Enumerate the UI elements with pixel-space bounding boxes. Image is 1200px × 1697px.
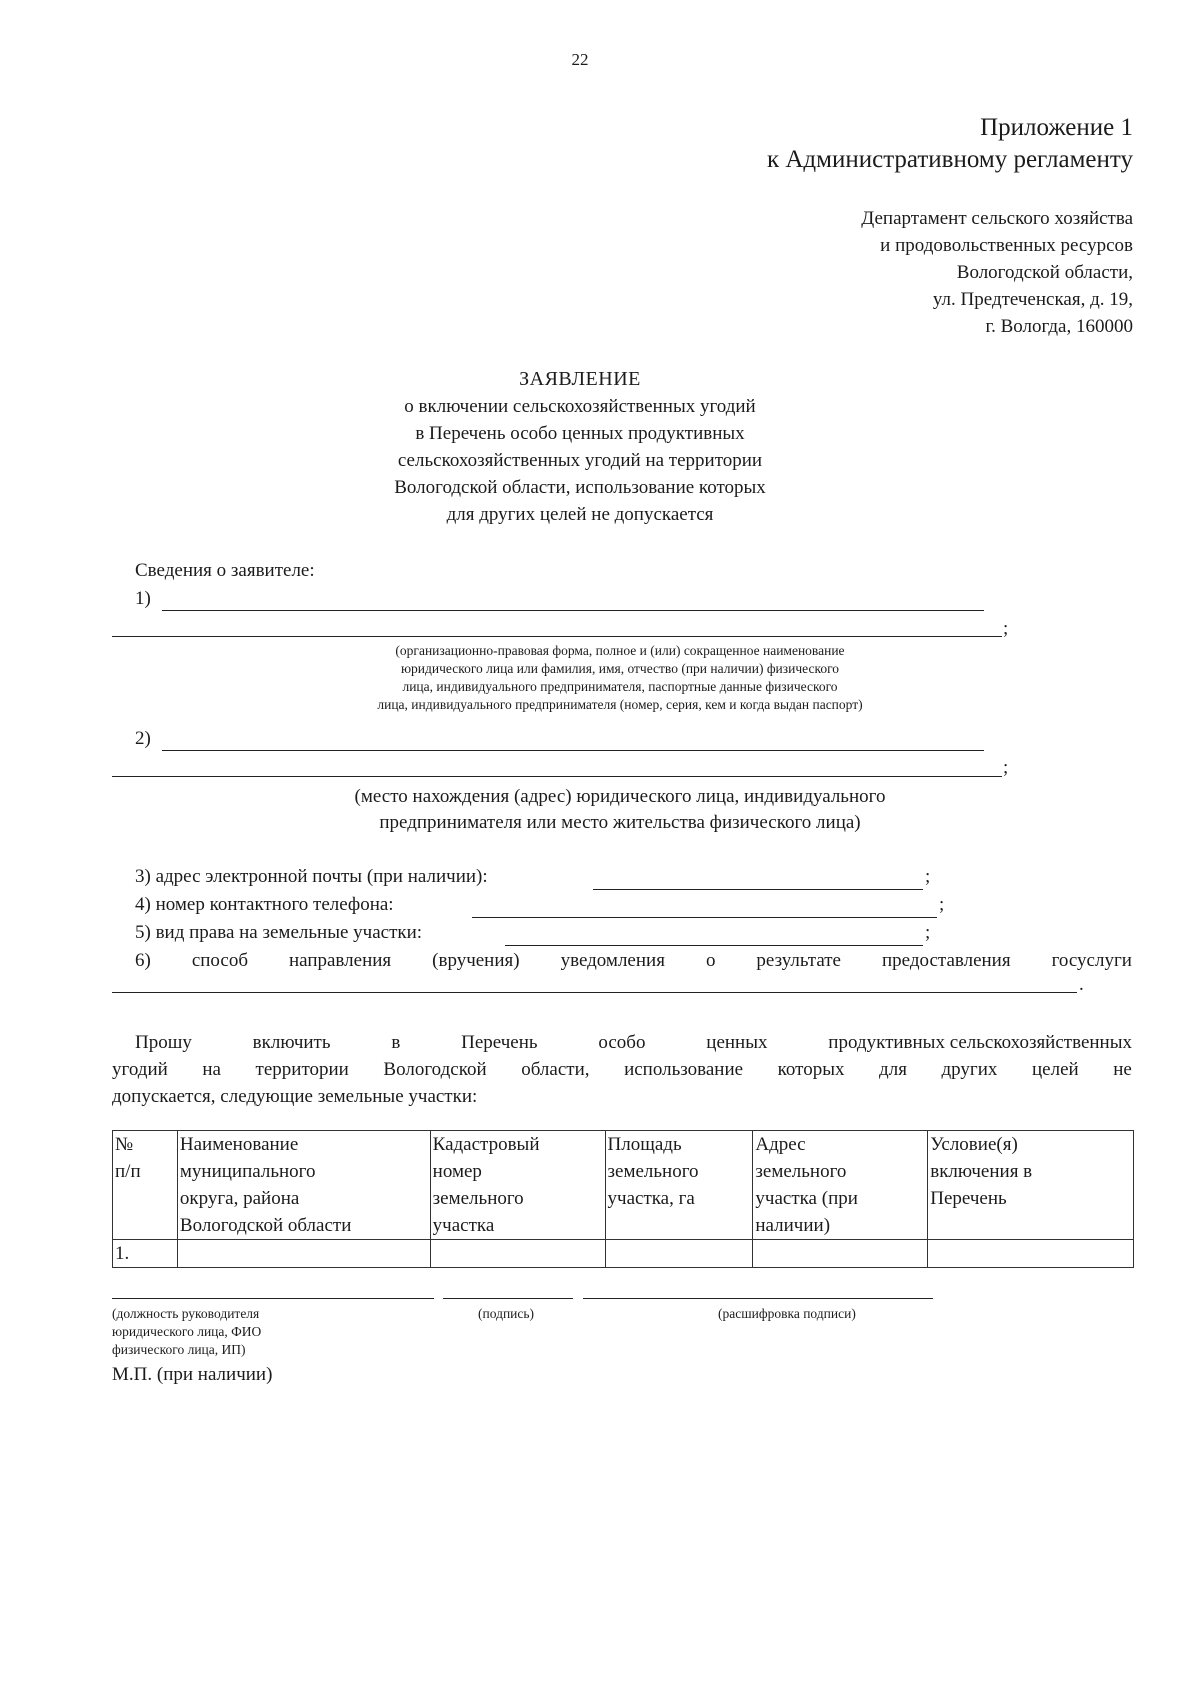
phone-field[interactable] bbox=[472, 917, 937, 918]
request-line-2 bbox=[112, 1059, 1132, 1081]
request-word: угодий bbox=[112, 1059, 168, 1080]
request-word: области, bbox=[521, 1059, 590, 1080]
item-1-end-mark: ; bbox=[1003, 618, 1009, 639]
column-header-conditions: Условие(я) включения в Перечень bbox=[928, 1131, 1134, 1240]
request-word: Прошу bbox=[135, 1032, 192, 1053]
item-2-number: 2) bbox=[135, 728, 151, 749]
item-6-word: результате bbox=[756, 950, 841, 971]
item-6-word: уведомления bbox=[560, 950, 665, 971]
item-6-word: направления bbox=[288, 950, 392, 971]
request-word: на bbox=[202, 1059, 221, 1080]
item-3-label: 3) адрес электронной почты (при наличии): bbox=[135, 866, 488, 887]
title-line-3: сельскохозяйственных угодий на территории bbox=[397, 450, 763, 471]
column-header-number: № п/п bbox=[113, 1131, 178, 1240]
item-6-word: госуслуги bbox=[1051, 950, 1132, 971]
item-3-end-mark: ; bbox=[925, 866, 931, 887]
item-2-field-line-2[interactable] bbox=[112, 776, 1002, 777]
request-line-3: допускается, следующие земельные участки: bbox=[112, 1086, 478, 1107]
table-header-row bbox=[113, 1131, 1134, 1240]
column-header-municipality: Наименование муниципального округа, района Вологодской области bbox=[177, 1131, 430, 1240]
item-1-caption-line-2: юридического лица или фамилия, имя, отчество (при наличии) физического bbox=[400, 661, 840, 676]
item-6-word: предоставления bbox=[881, 950, 1011, 971]
signature-decode-caption: (расшифровка подписи) bbox=[718, 1306, 856, 1321]
signature-decode-field[interactable] bbox=[583, 1298, 933, 1299]
appendix-line-1: Приложение 1 bbox=[980, 114, 1133, 141]
item-5-end-mark: ; bbox=[925, 922, 931, 943]
item-6-end-mark: . bbox=[1079, 974, 1084, 995]
item-6-word: 6) bbox=[135, 950, 151, 971]
item-2-end-mark: ; bbox=[1003, 757, 1009, 778]
request-word: использование bbox=[624, 1059, 744, 1080]
request-word: территории bbox=[255, 1059, 349, 1080]
table-cell-number: 1. bbox=[113, 1240, 178, 1268]
request-word: целей bbox=[1031, 1059, 1079, 1080]
item-1-caption bbox=[270, 642, 970, 714]
request-word: включить bbox=[252, 1032, 331, 1053]
email-field[interactable] bbox=[593, 889, 923, 890]
item-6-word: о bbox=[705, 950, 716, 971]
item-6-word: способ bbox=[191, 950, 248, 971]
request-word: продуктивных сельскохозяйственных bbox=[828, 1032, 1132, 1053]
addressee-line-1: Департамент сельского хозяйства bbox=[861, 208, 1133, 229]
request-word: Перечень bbox=[461, 1032, 538, 1053]
applicant-heading: Сведения о заявителе: bbox=[135, 560, 315, 581]
title-line-2: в Перечень особо ценных продуктивных bbox=[415, 423, 745, 444]
addressee-line-4: ул. Предтеченская, д. 19, bbox=[932, 289, 1133, 310]
column-header-cadastral-number: Кадастровый номер земельного участка bbox=[430, 1131, 605, 1240]
request-word: для bbox=[879, 1059, 907, 1080]
addressee-block bbox=[861, 205, 1133, 340]
position-caption-line-2: юридического лица, ФИО bbox=[112, 1324, 262, 1339]
item-1-field-line-2[interactable] bbox=[112, 636, 1002, 637]
request-word: Вологодской bbox=[383, 1059, 487, 1080]
request-line-1 bbox=[135, 1032, 1132, 1054]
table-row bbox=[113, 1240, 1134, 1268]
item-2-field-line-1[interactable] bbox=[162, 750, 984, 751]
item-2-caption bbox=[220, 784, 1020, 836]
title-line-5: для других целей не допускается bbox=[446, 504, 714, 525]
signature-caption: (подпись) bbox=[478, 1306, 535, 1321]
page-number: 22 bbox=[571, 50, 589, 69]
table-cell-area[interactable] bbox=[605, 1240, 753, 1268]
table-cell-municipality[interactable] bbox=[177, 1240, 430, 1268]
notification-method-field[interactable] bbox=[112, 992, 1077, 993]
request-word: особо bbox=[598, 1032, 646, 1053]
appendix-header bbox=[767, 112, 1133, 176]
signature-field[interactable] bbox=[443, 1298, 573, 1299]
document-title: ЗАЯВЛЕНИЕ bbox=[519, 368, 641, 390]
request-word: которых bbox=[777, 1059, 845, 1080]
item-1-caption-line-3: лица, индивидуального предпринимателя, паспортные данные физического bbox=[402, 679, 838, 694]
position-field[interactable] bbox=[112, 1298, 434, 1299]
request-word: ценных bbox=[706, 1032, 768, 1053]
item-2-caption-line-2: предпринимателя или место жительства физического лица) bbox=[379, 812, 861, 833]
position-caption-line-3: физического лица, ИП) bbox=[112, 1342, 246, 1357]
table-cell-cadastral-number[interactable] bbox=[430, 1240, 605, 1268]
item-1-caption-line-1: (организационно-правовая форма, полное и (или) сокращенное наименование bbox=[395, 643, 845, 658]
addressee-line-3: Вологодской области, bbox=[956, 262, 1133, 283]
table-cell-conditions[interactable] bbox=[928, 1240, 1134, 1268]
position-caption bbox=[112, 1305, 261, 1359]
request-word: в bbox=[391, 1032, 401, 1053]
item-4-end-mark: ; bbox=[939, 894, 945, 915]
document-title-block bbox=[0, 366, 1160, 528]
title-line-4: Вологодской области, использование которых bbox=[394, 477, 766, 498]
stamp-label: М.П. (при наличии) bbox=[112, 1364, 273, 1385]
item-2-caption-line-1: (место нахождения (адрес) юридического лица, индивидуального bbox=[354, 786, 886, 807]
table-cell-address[interactable] bbox=[753, 1240, 928, 1268]
item-1-number: 1) bbox=[135, 588, 151, 609]
item-6-label bbox=[135, 950, 1132, 972]
request-word: не bbox=[1113, 1059, 1132, 1080]
column-header-address: Адрес земельного участка (при наличии) bbox=[753, 1131, 928, 1240]
appendix-line-2: к Административному регламенту bbox=[766, 146, 1133, 173]
item-6-word: (вручения) bbox=[432, 950, 520, 971]
land-plots-table bbox=[112, 1130, 1134, 1268]
column-header-area: Площадь земельного участка, га bbox=[605, 1131, 753, 1240]
land-right-field[interactable] bbox=[505, 945, 923, 946]
request-word: других bbox=[941, 1059, 998, 1080]
item-1-caption-line-4: лица, индивидуального предпринимателя (номер, серия, кем и когда выдан паспорт) bbox=[377, 697, 863, 712]
item-5-label: 5) вид права на земельные участки: bbox=[135, 922, 423, 943]
title-line-1: о включении сельскохозяйственных угодий bbox=[404, 396, 756, 417]
addressee-line-5: г. Вологда, 160000 bbox=[985, 316, 1133, 337]
item-4-label: 4) номер контактного телефона: bbox=[135, 894, 394, 915]
addressee-line-2: и продовольственных ресурсов bbox=[880, 235, 1133, 256]
item-1-field-line-1[interactable] bbox=[162, 610, 984, 611]
position-caption-line-1: (должность руководителя bbox=[112, 1306, 260, 1321]
